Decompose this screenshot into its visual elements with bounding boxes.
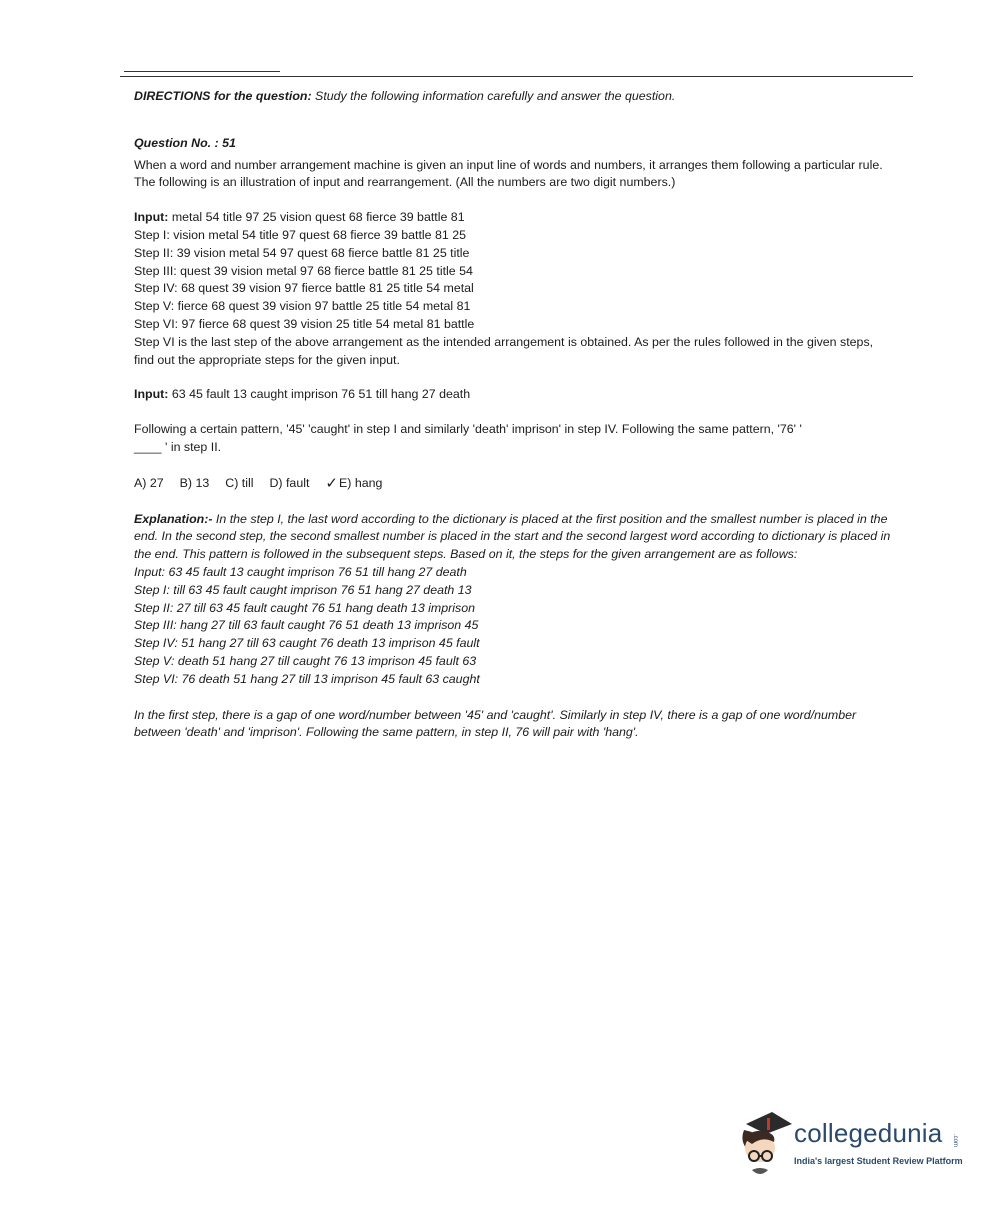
top-rule-short (124, 71, 280, 72)
example-step: Step II: 39 vision metal 54 97 quest 68 fierce battle 81 25 title (134, 245, 470, 260)
example-step: Step VI: 97 fierce 68 quest 39 vision 25 title 54 metal 81 battle (134, 316, 475, 331)
given-input-text: 63 45 fault 13 caught imprison 76 51 till hang 27 death (168, 387, 471, 402)
example-step: Step I: vision metal 54 title 97 quest 68 fierce 39 battle 81 25 (134, 227, 467, 242)
explanation-paragraph (134, 511, 894, 564)
question-intro: When a word and number arrangement machine is given an input line of words and numbers, it arranges them following a particular rule. The following is an illustration of input and rearrangement. (All the numbers are two digit numbers.) (134, 157, 883, 190)
question-conclusion: Step VI is the last step of the above arrangement as the intended arrangement is obtained. As per the rules followed in the given steps, find out the appropriate steps for the given input. (134, 334, 874, 367)
mascot-icon (738, 1108, 794, 1178)
option-a: A) 27 (134, 475, 164, 490)
question-document (134, 88, 894, 742)
directions-label: DIRECTIONS for the question: (134, 89, 312, 103)
explanation-text: In the step I, the last word according to the dictionary is placed at the first position and the smallest number is placed in the end. In the second step, the second smallest number is placed in the start and the second largest word according to dictionary is placed in the end. This pattern is followed in the subsequent steps. Based on it, the steps for the given arrangement are as follows: (134, 511, 891, 562)
explanation-line: Step II: 27 till 63 45 fault caught 76 51 hang death 13 imprison (134, 600, 475, 615)
explanation-line: Step IV: 51 hang 27 till 63 caught 76 death 13 imprison 45 fault (134, 636, 480, 651)
question-prompt-line1: Following a certain pattern, '45' 'caught' in step I and similarly 'death' imprison' in step IV. Following the same pattern, '76' ' (134, 422, 802, 437)
answer-options (134, 475, 894, 493)
explanation-line: Step V: death 51 hang 27 till caught 76 13 imprison 45 fault 63 (134, 653, 477, 668)
checkmark-icon: ✓ (325, 474, 338, 492)
explanation-line: Input: 63 45 fault 13 caught imprison 76 51 till hang 27 death (134, 564, 467, 579)
explanation-label: Explanation:- (134, 511, 213, 526)
example-input-label: Input: (134, 210, 169, 225)
explanation-line: Step I: till 63 45 fault caught imprison 76 51 hang 27 death 13 (134, 582, 472, 597)
brand-suffix: .com (952, 1134, 958, 1148)
given-input (134, 386, 894, 404)
option-e (325, 475, 382, 493)
top-rule-long (120, 76, 913, 77)
footer-logo (738, 1108, 963, 1178)
example-step: Step IV: 68 quest 39 vision 97 fierce battle 81 25 title 54 metal (134, 281, 474, 296)
directions-text: Study the following information carefully and answer the question. (311, 89, 676, 103)
example-step: Step V: fierce 68 quest 39 vision 97 battle 25 title 54 metal 81 (134, 299, 471, 314)
question-prompt-line2: ____ ' in step II. (134, 439, 222, 454)
brand-tagline: India's largest Student Review Platform (794, 1156, 963, 1166)
explanation-final: In the first step, there is a gap of one word/number between '45' and 'caught'. Similarly in step IV, there is a gap of one word/number between 'death' and 'imprison'. Following the same pattern, in step II, 76 will pair with 'hang'. (134, 707, 857, 740)
example-input (134, 209, 894, 227)
brand-wordmark: collegedunia (794, 1118, 943, 1148)
example-step: Step III: quest 39 vision metal 97 68 fierce battle 81 25 title 54 (134, 263, 473, 278)
option-b: B) 13 (179, 475, 210, 490)
explanation-line: Step III: hang 27 till 63 fault caught 76 51 death 13 imprison 45 (134, 618, 479, 633)
option-e-label: E) hang (338, 475, 383, 490)
question-number: Question No. : 51 (134, 135, 236, 150)
directions-line (134, 88, 894, 106)
explanation-line: Step VI: 76 death 51 hang 27 till 13 imprison 45 fault 63 caught (134, 671, 480, 686)
option-d: D) fault (269, 475, 310, 490)
given-input-label: Input: (134, 387, 169, 402)
option-c: C) till (225, 475, 254, 490)
example-input-text: metal 54 title 97 25 vision quest 68 fierce 39 battle 81 (168, 210, 465, 225)
